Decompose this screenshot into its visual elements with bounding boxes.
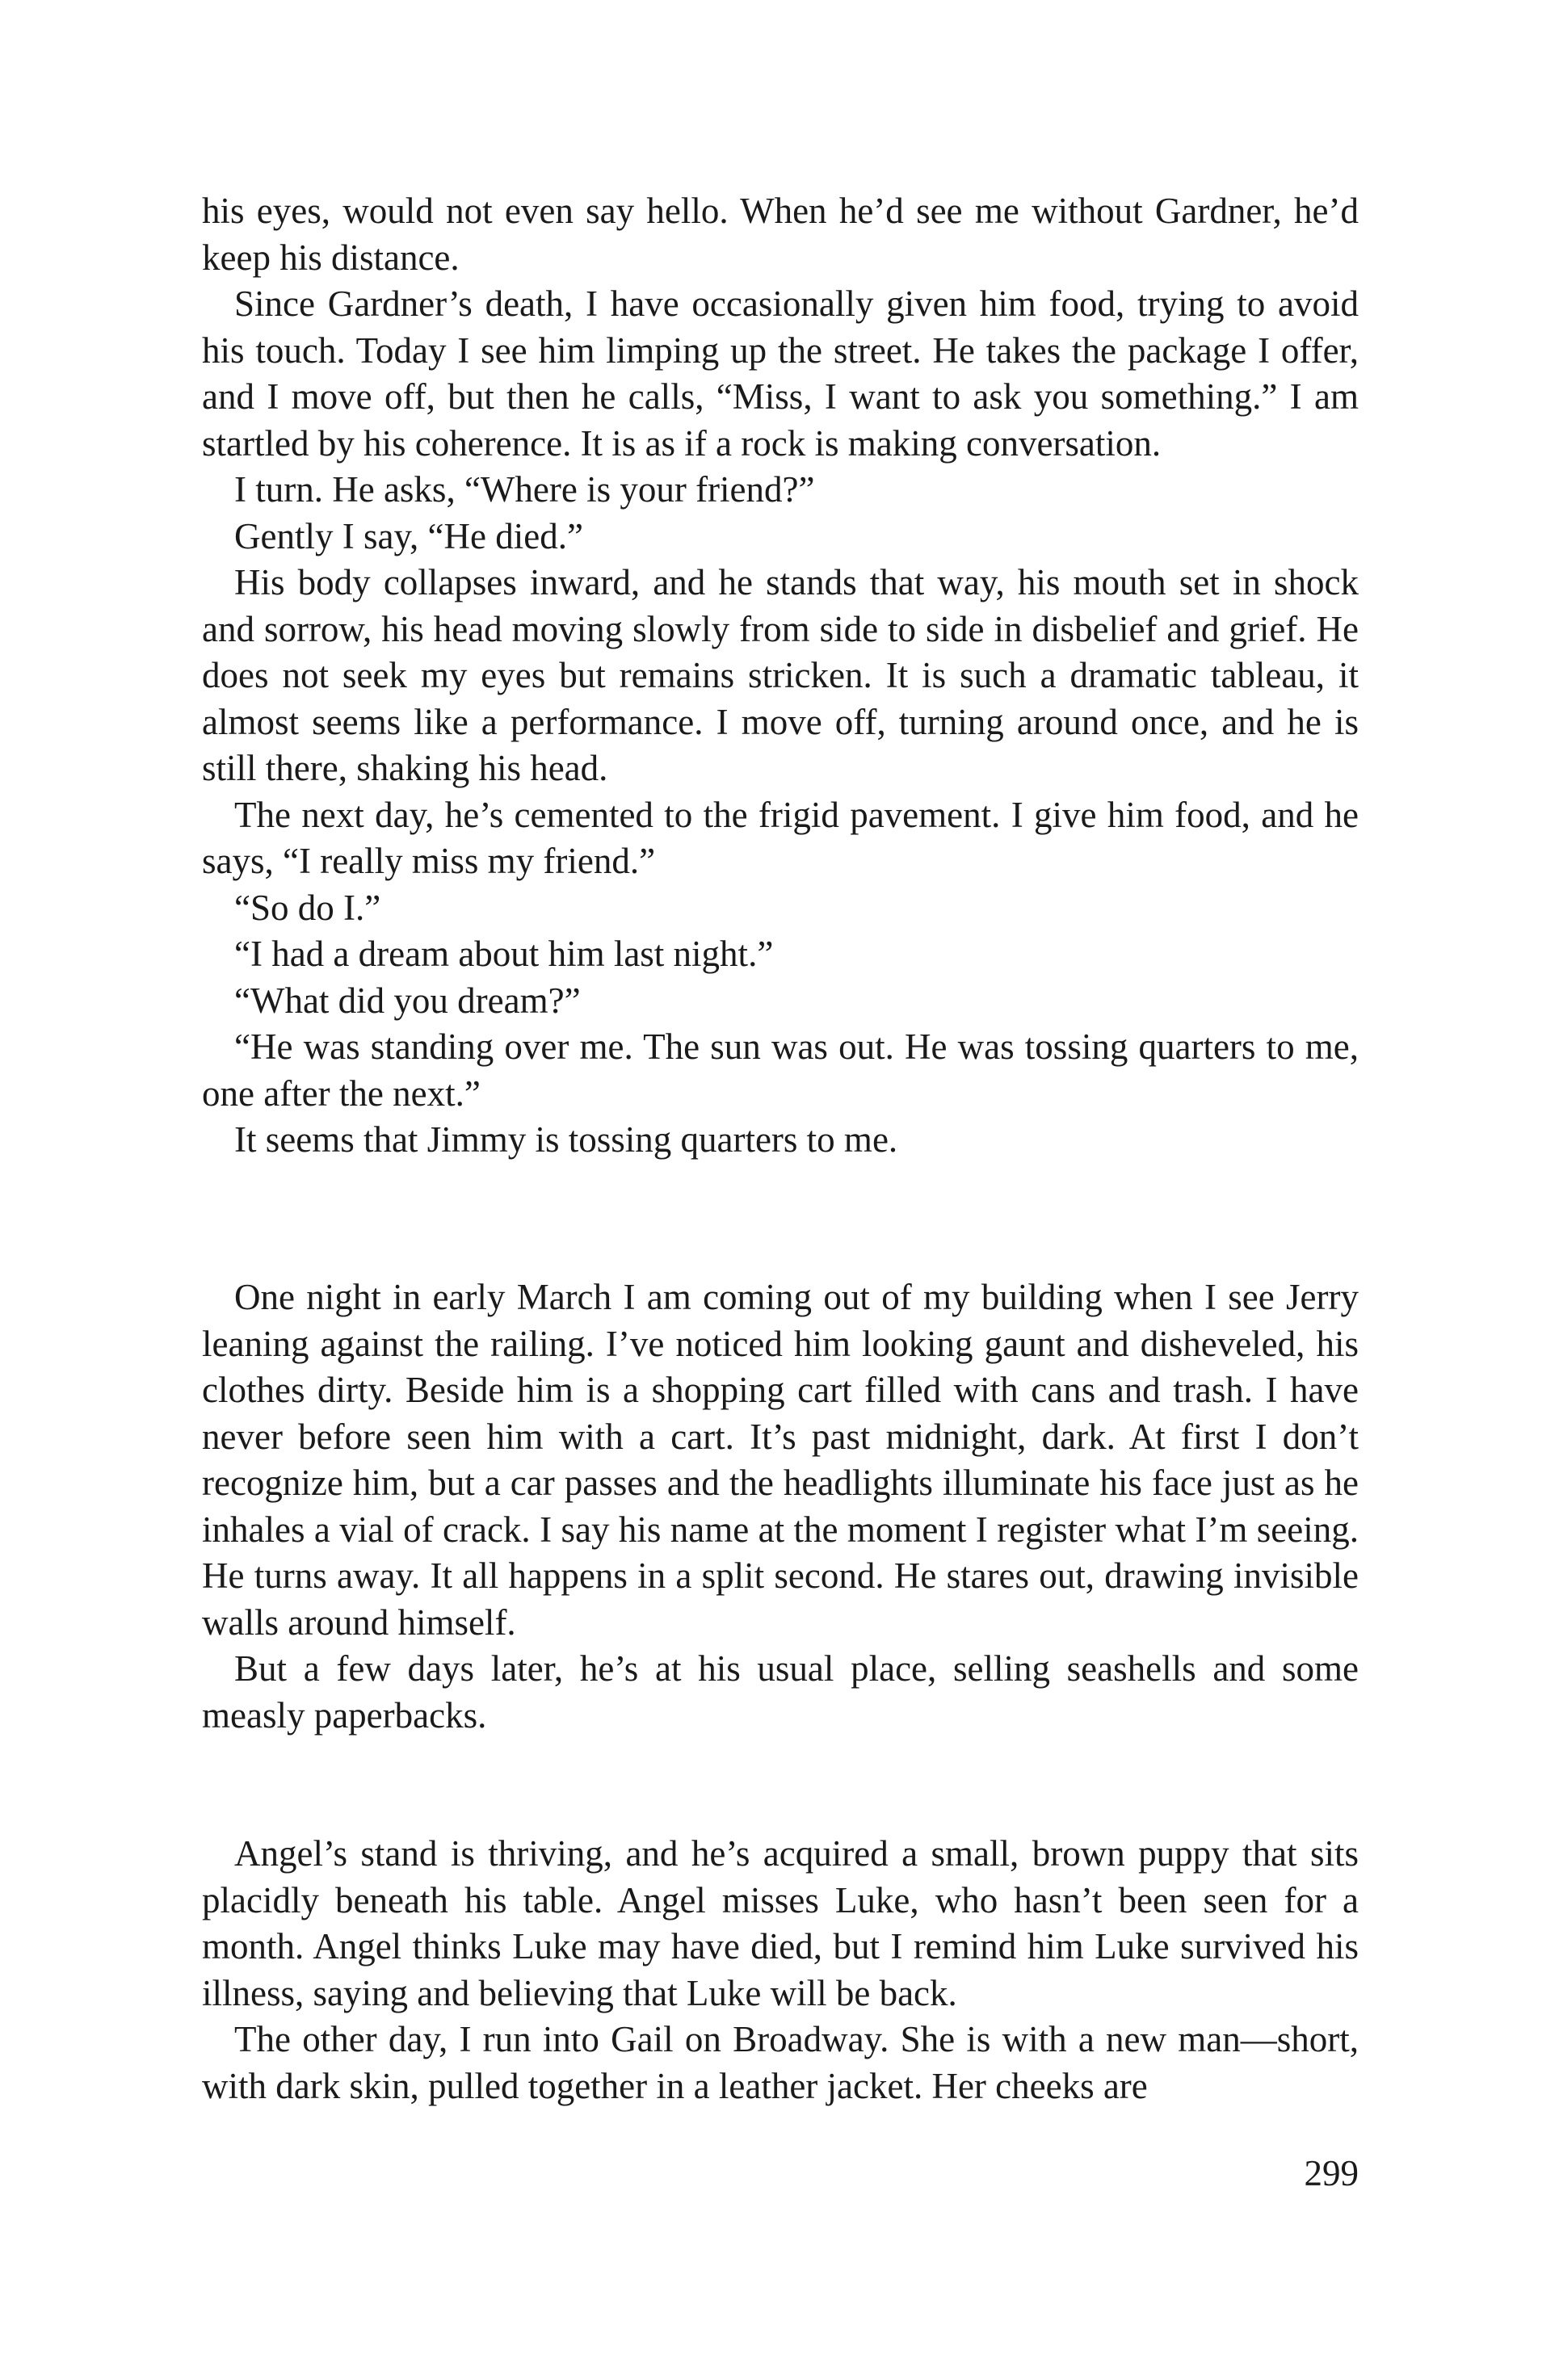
paragraph: His body collapses inward, and he stands that way, his mouth set in shock and sorrow, his head moving slowly from side to side in disbelief and grief. He does not seek my eyes but remains stricken. It is such a dramatic tableau, it almost seems like a performance. I move off, turning around once, and he is still there, shaking his head.	[202, 562, 1359, 788]
paragraph: The next day, he’s cemented to the frigid pavement. I give him food, and he says, “I really miss my friend.”	[202, 794, 1359, 881]
paragraph: “So do I.”	[234, 887, 381, 928]
text-section-2	[202, 1274, 1359, 1739]
paragraph: I turn. He asks, “Where is your friend?”	[234, 469, 815, 510]
paragraph: It seems that Jimmy is tossing quarters to me.	[234, 1119, 898, 1160]
paragraph: Angel’s stand is thriving, and he’s acquired a small, brown puppy that sits placidly beneath his table. Angel misses Luke, who hasn’t been seen for a month. Angel thinks Luke may have died, but I remind him Luke survived his illness, saying and believing that Luke will be back.	[202, 1833, 1359, 2013]
page-number: 299	[1304, 2153, 1359, 2193]
paragraph: his eyes, would not even say hello. When he’d see me without Gardner, he’d keep his distance.	[202, 191, 1359, 278]
text-section-3	[202, 1831, 1359, 2109]
paragraph: Since Gardner’s death, I have occasionally given him food, trying to avoid his touch. Today I see him limping up the street. He takes the package I offer, and I move off, but then he calls, “Miss, I want to ask you something.” I am startled by his coherence. It is as if a rock is making conversation.	[202, 283, 1359, 464]
text-section-1	[202, 188, 1359, 1164]
paragraph: Gently I say, “He died.”	[234, 515, 583, 556]
paragraph: But a few days later, he’s at his usual place, selling seashells and some measly paperbacks.	[202, 1648, 1359, 1736]
paragraph: “He was standing over me. The sun was out. He was tossing quarters to me, one after the next.”	[202, 1026, 1359, 1114]
paragraph: “What did you dream?”	[234, 980, 581, 1021]
paragraph: The other day, I run into Gail on Broadway. She is with a new man—short, with dark skin, pulled together in a leather jacket. Her cheeks are	[202, 2019, 1359, 2106]
paragraph: One night in early March I am coming out of my building when I see Jerry leaning against the railing. I’ve noticed him looking gaunt and disheveled, his clothes dirty. Beside him is a shopping cart filled with cans and trash. I have never before seen him with a cart. It’s past midnight, dark. At first I don’t recognize him, but a car passes and the headlights illuminate his face just as he inhales a vial of crack. I say his name at the moment I register what I’m seeing. He turns away. It all happens in a split second. He stares out, drawing invisible walls around himself.	[202, 1277, 1359, 1643]
paragraph: “I had a dream about him last night.”	[234, 934, 774, 974]
